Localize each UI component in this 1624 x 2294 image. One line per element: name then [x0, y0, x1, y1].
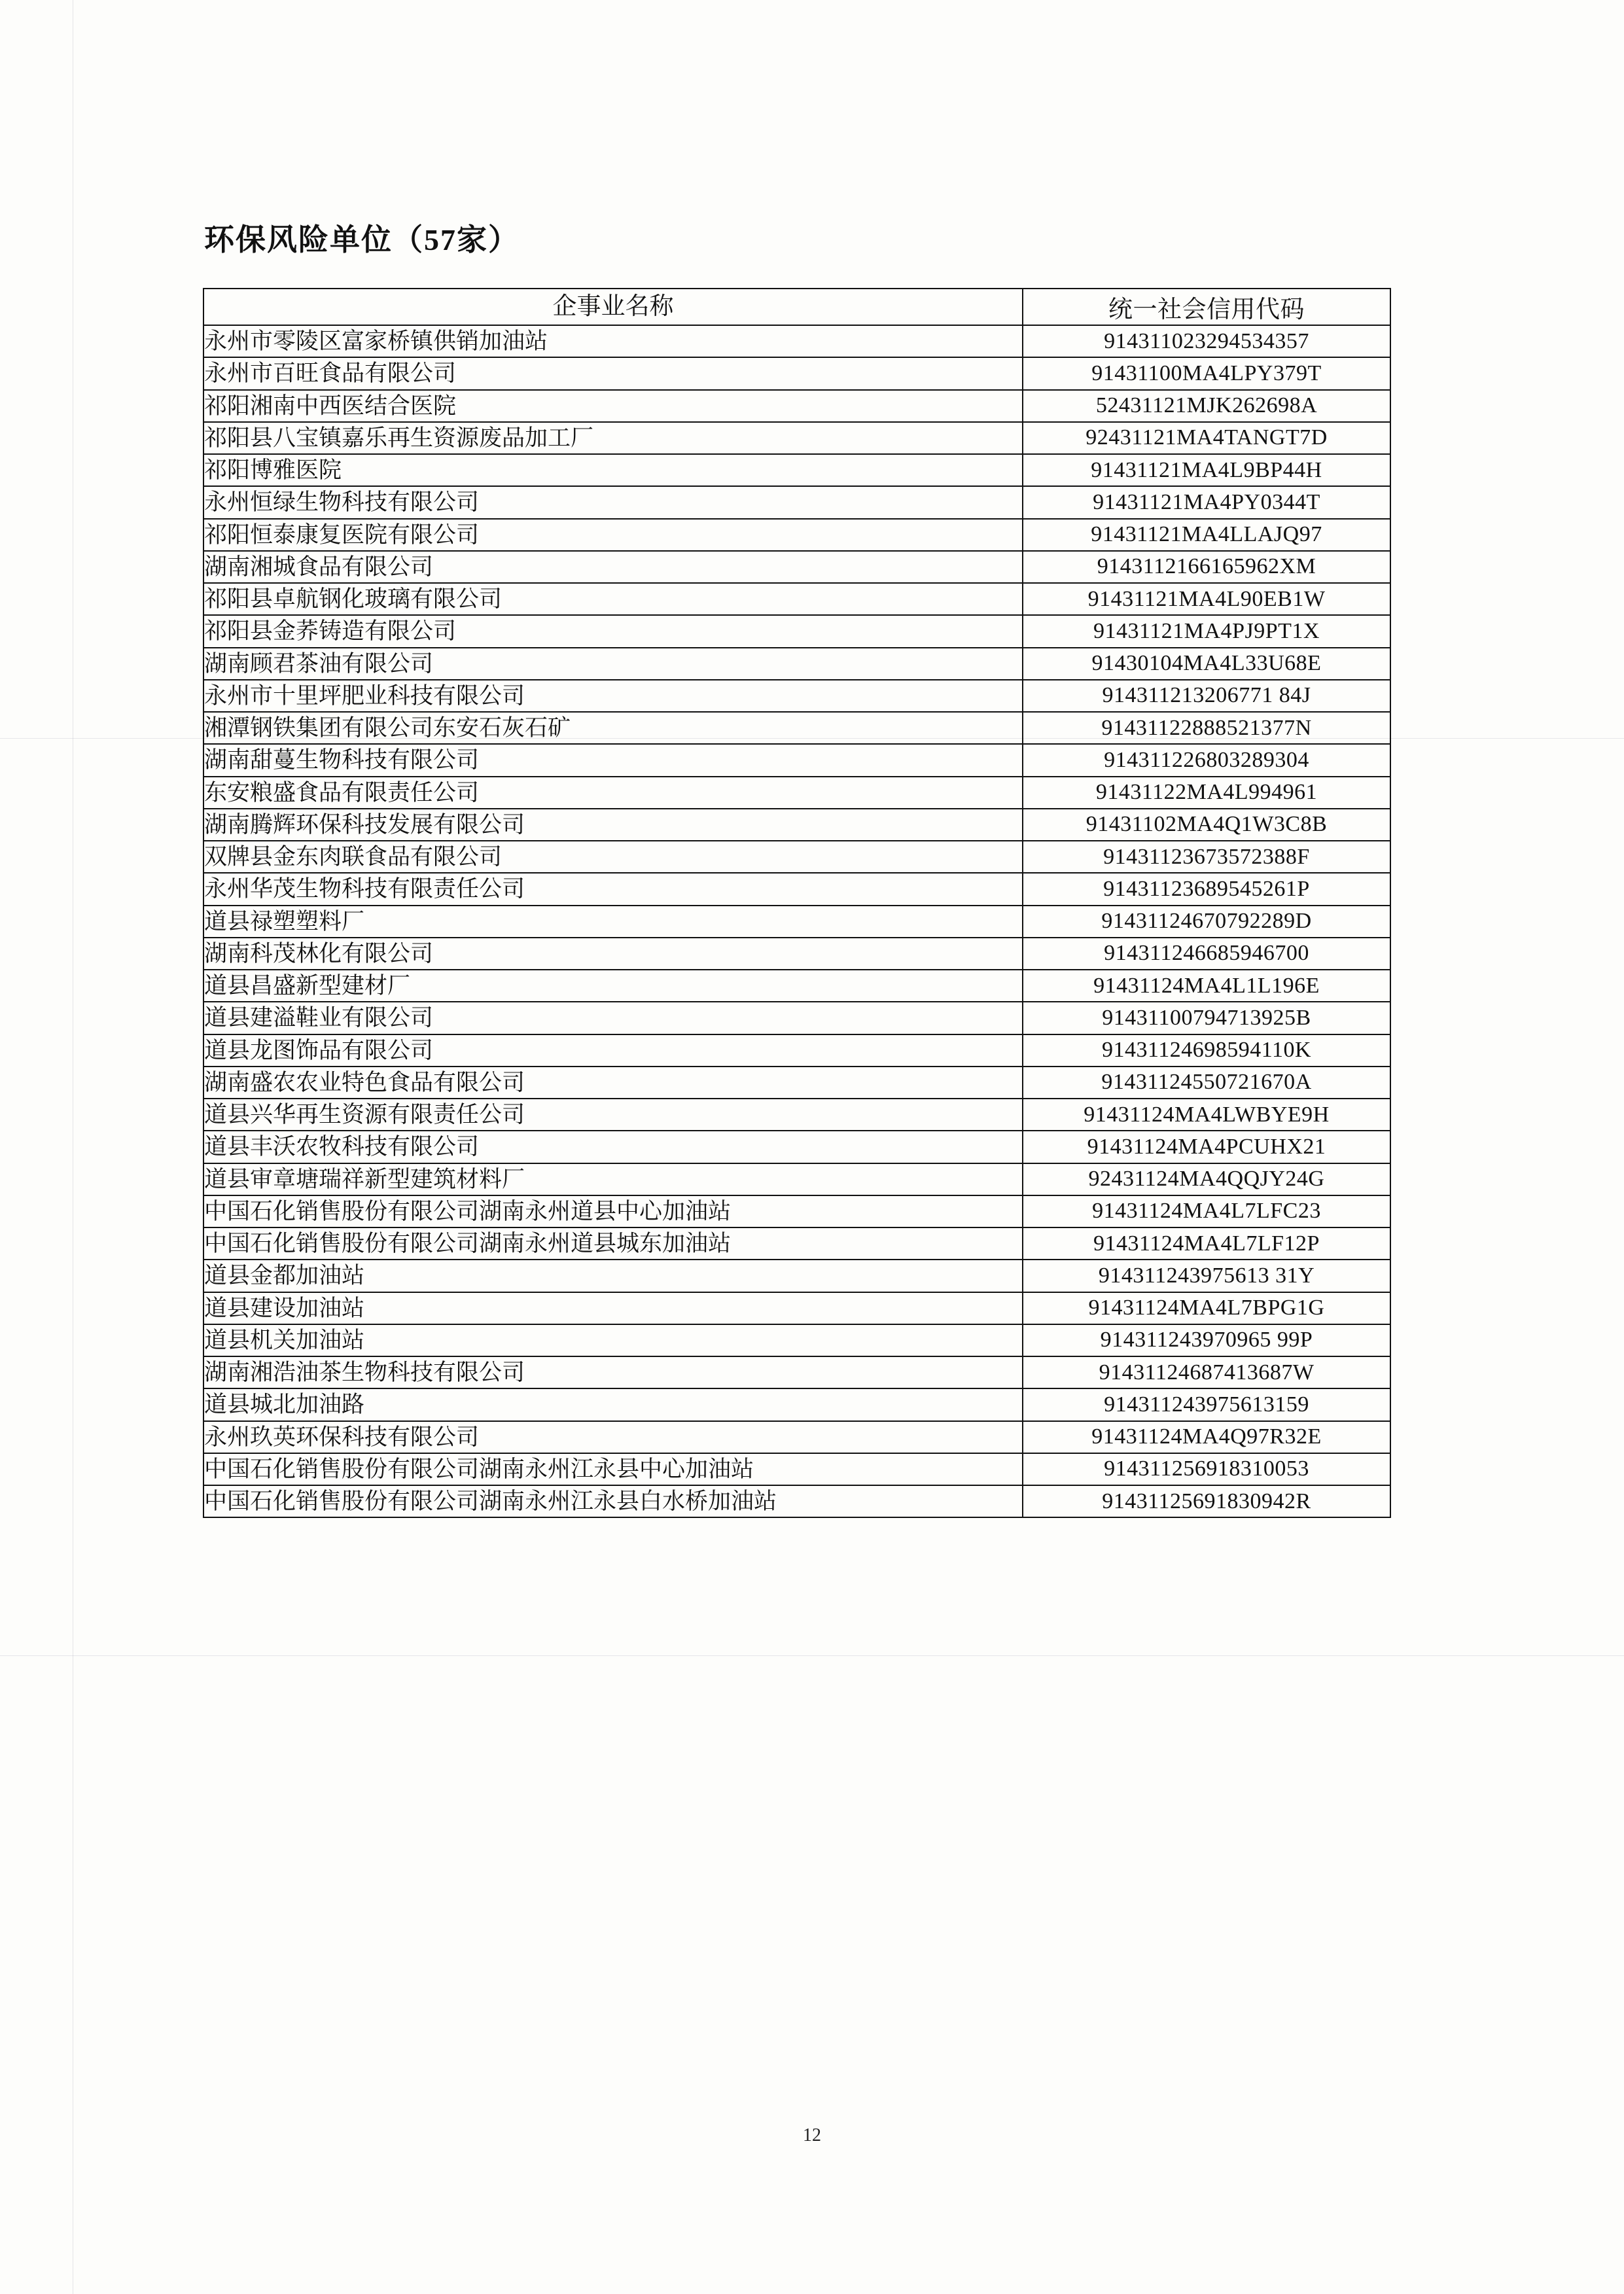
cell-enterprise-name: 永州玖英环保科技有限公司 — [203, 1421, 1023, 1453]
cell-enterprise-name: 永州恒绿生物科技有限公司 — [203, 486, 1023, 518]
cell-credit-code: 91431124MA4L1L196E — [1023, 970, 1390, 1002]
cell-enterprise-name: 中国石化销售股份有限公司湖南永州江永县白水桥加油站 — [203, 1485, 1023, 1517]
cell-enterprise-name: 永州市零陵区富家桥镇供销加油站 — [203, 325, 1023, 357]
cell-enterprise-name: 湖南腾辉环保科技发展有限公司 — [203, 809, 1023, 841]
cell-enterprise-name: 中国石化销售股份有限公司湖南永州道县中心加油站 — [203, 1195, 1023, 1227]
cell-credit-code: 91431124698594110K — [1023, 1034, 1390, 1067]
cell-enterprise-name: 永州市百旺食品有限公司 — [203, 357, 1023, 389]
table-row — [203, 1067, 1390, 1099]
cell-enterprise-name: 道县审章塘瑞祥新型建筑材料厂 — [203, 1163, 1023, 1195]
table-row — [203, 583, 1390, 615]
cell-enterprise-name: 道县兴华再生资源有限责任公司 — [203, 1099, 1023, 1131]
cell-credit-code: 91431121MA4L90EB1W — [1023, 583, 1390, 615]
cell-credit-code: 91431122MA4L994961 — [1023, 777, 1390, 809]
cell-enterprise-name: 永州华茂生物科技有限责任公司 — [203, 873, 1023, 905]
table-row — [203, 519, 1390, 551]
cell-credit-code: 914311243975613159 — [1023, 1388, 1390, 1421]
table-row — [203, 1099, 1390, 1131]
cell-credit-code: 91431102MA4Q1W3C8B — [1023, 809, 1390, 841]
table-row — [203, 906, 1390, 938]
cell-credit-code: 914311256918310053 — [1023, 1453, 1390, 1485]
cell-credit-code: 91431124MA4L7BPG1G — [1023, 1292, 1390, 1324]
table-row — [203, 680, 1390, 712]
cell-enterprise-name: 中国石化销售股份有限公司湖南永州道县城东加油站 — [203, 1227, 1023, 1260]
table-row — [203, 841, 1390, 873]
cell-credit-code: 91431124MA4PCUHX21 — [1023, 1131, 1390, 1163]
cell-enterprise-name: 祁阳县卓航钢化玻璃有限公司 — [203, 583, 1023, 615]
cell-credit-code: 91431124670792289D — [1023, 906, 1390, 938]
cell-enterprise-name: 祁阳县八宝镇嘉乐再生资源废品加工厂 — [203, 422, 1023, 454]
table-row — [203, 809, 1390, 841]
cell-credit-code: 914311213206771 84J — [1023, 680, 1390, 712]
cell-credit-code: 92431121MA4TANGT7D — [1023, 422, 1390, 454]
cell-enterprise-name: 道县城北加油路 — [203, 1388, 1023, 1421]
table-row — [203, 744, 1390, 776]
cell-enterprise-name: 道县昌盛新型建材厂 — [203, 970, 1023, 1002]
table-row — [203, 938, 1390, 970]
cell-credit-code: 91430104MA4L33U68E — [1023, 648, 1390, 680]
cell-credit-code: 914311243970965 99P — [1023, 1324, 1390, 1356]
scan-artifact-line — [0, 1655, 1624, 1656]
cell-enterprise-name: 双牌县金东肉联食品有限公司 — [203, 841, 1023, 873]
cell-enterprise-name: 湘潭钢铁集团有限公司东安石灰石矿 — [203, 712, 1023, 744]
table-row — [203, 1034, 1390, 1067]
table-row — [203, 551, 1390, 583]
cell-enterprise-name: 道县建设加油站 — [203, 1292, 1023, 1324]
cell-enterprise-name: 祁阳博雅医院 — [203, 454, 1023, 486]
table-row — [203, 615, 1390, 647]
cell-enterprise-name: 湖南科茂林化有限公司 — [203, 938, 1023, 970]
table-row — [203, 1324, 1390, 1356]
cell-credit-code: 91431121MA4PY0344T — [1023, 486, 1390, 518]
cell-enterprise-name: 祁阳县金荞铸造有限公司 — [203, 615, 1023, 647]
table-row — [203, 325, 1390, 357]
cell-enterprise-name: 东安粮盛食品有限责任公司 — [203, 777, 1023, 809]
table-row — [203, 777, 1390, 809]
table-body — [203, 325, 1390, 1517]
cell-credit-code: 91431122888521377N — [1023, 712, 1390, 744]
cell-enterprise-name: 道县机关加油站 — [203, 1324, 1023, 1356]
table-row — [203, 648, 1390, 680]
table-row — [203, 1227, 1390, 1260]
cell-credit-code: 91431124MA4L7LF12P — [1023, 1227, 1390, 1260]
table-row — [203, 1356, 1390, 1388]
cell-enterprise-name: 道县丰沃农牧科技有限公司 — [203, 1131, 1023, 1163]
document-content — [203, 216, 1426, 1518]
table-row — [203, 1260, 1390, 1292]
cell-credit-code: 914311243975613 31Y — [1023, 1260, 1390, 1292]
table-row — [203, 1131, 1390, 1163]
cell-credit-code: 914311246685946700 — [1023, 938, 1390, 970]
cell-enterprise-name: 祁阳恒泰康复医院有限公司 — [203, 519, 1023, 551]
table-row — [203, 873, 1390, 905]
cell-enterprise-name: 祁阳湘南中西医结合医院 — [203, 390, 1023, 422]
cell-credit-code: 91431124MA4Q97R32E — [1023, 1421, 1390, 1453]
cell-credit-code: 91431124687413687W — [1023, 1356, 1390, 1388]
table-row — [203, 486, 1390, 518]
enterprise-table — [203, 288, 1391, 1518]
column-header-name: 企事业名称 — [203, 289, 1023, 325]
cell-enterprise-name: 湖南盛农农业特色食品有限公司 — [203, 1067, 1023, 1099]
cell-credit-code: 91431124550721670A — [1023, 1067, 1390, 1099]
table-row — [203, 1421, 1390, 1453]
cell-enterprise-name: 湖南湘城食品有限公司 — [203, 551, 1023, 583]
cell-credit-code: 914311226803289304 — [1023, 744, 1390, 776]
cell-credit-code: 91431124MA4LWBYE9H — [1023, 1099, 1390, 1131]
page-number: 12 — [803, 2125, 821, 2145]
table-row — [203, 970, 1390, 1002]
cell-enterprise-name: 道县龙图饰品有限公司 — [203, 1034, 1023, 1067]
cell-credit-code: 91431121MA4PJ9PT1X — [1023, 615, 1390, 647]
cell-credit-code: 91431123673572388F — [1023, 841, 1390, 873]
cell-credit-code: 91431125691830942R — [1023, 1485, 1390, 1517]
cell-credit-code: 91431100MA4LPY379T — [1023, 357, 1390, 389]
table-row — [203, 712, 1390, 744]
table-row — [203, 1292, 1390, 1324]
cell-credit-code: 91431124MA4L7LFC23 — [1023, 1195, 1390, 1227]
cell-enterprise-name: 永州市十里坪肥业科技有限公司 — [203, 680, 1023, 712]
cell-credit-code: 914311023294534357 — [1023, 325, 1390, 357]
table-header-row — [203, 289, 1390, 325]
table-row — [203, 357, 1390, 389]
table-row — [203, 390, 1390, 422]
table-row — [203, 1195, 1390, 1227]
column-header-code: 统一社会信用代码 — [1023, 289, 1390, 325]
table-row — [203, 1453, 1390, 1485]
table-row — [203, 454, 1390, 486]
cell-credit-code: 9143112166165962XM — [1023, 551, 1390, 583]
cell-credit-code: 91431123689545261P — [1023, 873, 1390, 905]
cell-enterprise-name: 湖南湘浩油茶生物科技有限公司 — [203, 1356, 1023, 1388]
table-row — [203, 1485, 1390, 1517]
cell-enterprise-name: 湖南顾君茶油有限公司 — [203, 648, 1023, 680]
cell-enterprise-name: 道县禄塑塑料厂 — [203, 906, 1023, 938]
cell-enterprise-name: 中国石化销售股份有限公司湖南永州江永县中心加油站 — [203, 1453, 1023, 1485]
table-row — [203, 1388, 1390, 1421]
cell-credit-code: 52431121MJK262698A — [1023, 390, 1390, 422]
cell-credit-code: 91431100794713925B — [1023, 1002, 1390, 1034]
page-title: 环保风险单位（57家） — [204, 223, 520, 256]
table-row — [203, 422, 1390, 454]
cell-enterprise-name: 道县建溢鞋业有限公司 — [203, 1002, 1023, 1034]
cell-credit-code: 91431121MA4LLAJQ97 — [1023, 519, 1390, 551]
cell-enterprise-name: 道县金都加油站 — [203, 1260, 1023, 1292]
cell-credit-code: 92431124MA4QQJY24G — [1023, 1163, 1390, 1195]
table-row — [203, 1002, 1390, 1034]
cell-enterprise-name: 湖南甜蔓生物科技有限公司 — [203, 744, 1023, 776]
table-header — [203, 289, 1390, 325]
cell-credit-code: 91431121MA4L9BP44H — [1023, 454, 1390, 486]
table-row — [203, 1163, 1390, 1195]
